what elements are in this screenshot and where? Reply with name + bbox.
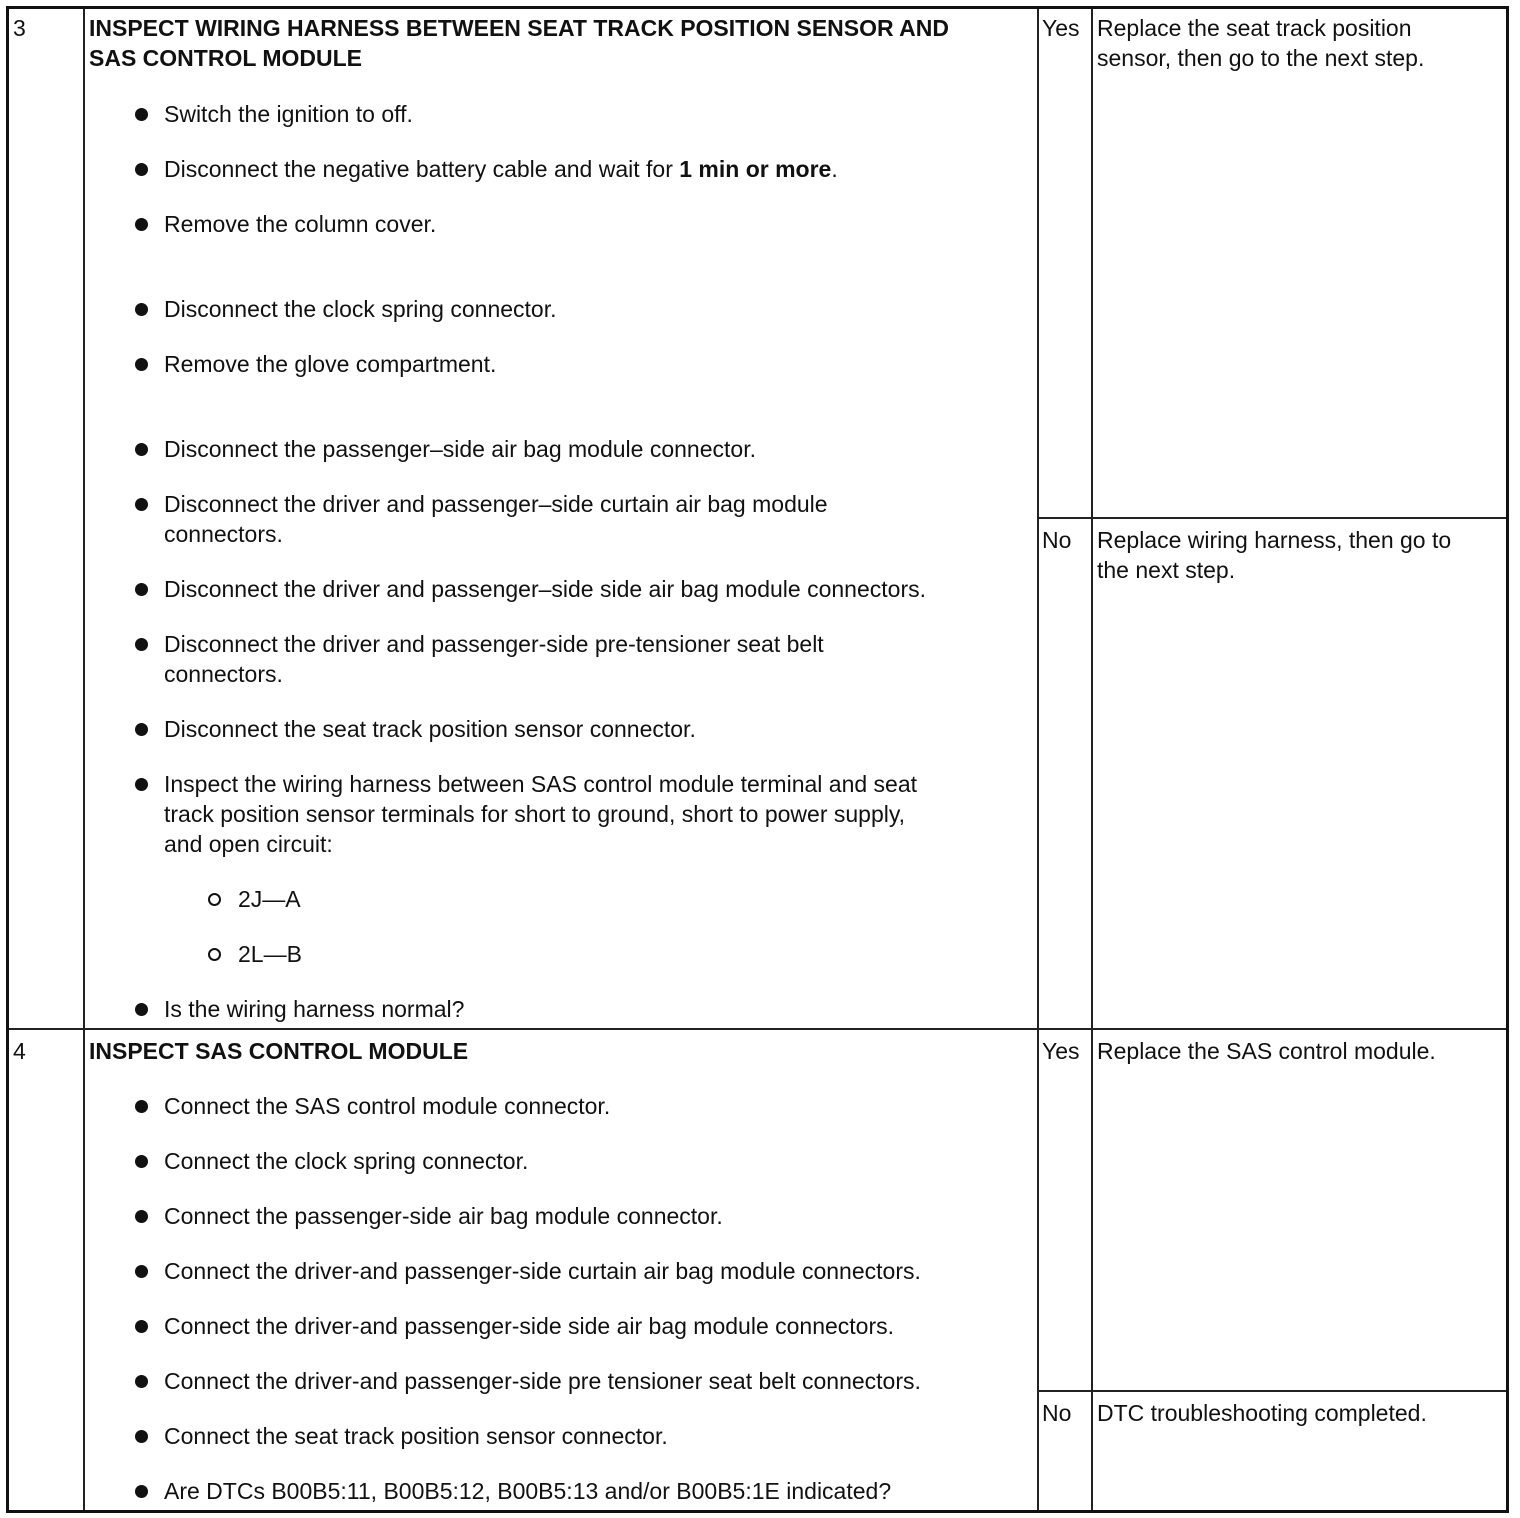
bullet-icon [135, 1485, 148, 1498]
result-yes: Yes [1042, 15, 1080, 41]
instruction: Inspect the wiring harness between SAS control module terminal and seat [164, 771, 918, 797]
step-title: INSPECT WIRING HARNESS BETWEEN SEAT TRACK POSITION SENSOR AND [89, 15, 949, 41]
instruction-period: . [831, 156, 838, 182]
action-yes-continued: sensor, then go to the next step. [1097, 45, 1425, 71]
bullet-icon [135, 1430, 148, 1443]
instruction: Is the wiring harness normal? [164, 996, 465, 1022]
instruction: Connect the driver-and passenger-side pre tensioner seat belt connectors. [164, 1368, 921, 1394]
instruction-continued: connectors. [164, 521, 283, 547]
instruction-text: Disconnect the negative battery cable and wait for [164, 156, 680, 182]
result-no: No [1042, 527, 1072, 553]
bullet-icon [135, 1155, 148, 1168]
action-no-continued: the next step. [1097, 557, 1236, 583]
bullet-icon [135, 1100, 148, 1113]
instruction: Disconnect the clock spring connector. [164, 296, 557, 322]
column-divider-result [1091, 9, 1093, 1510]
bullet-icon [135, 218, 148, 231]
bullet-icon [135, 163, 148, 176]
bullet-icon [135, 1265, 148, 1278]
instruction-emphasis: 1 min or more [679, 156, 832, 182]
bullet-icon [135, 778, 148, 791]
bullet-icon [135, 1210, 148, 1223]
column-divider-inspection [1037, 9, 1039, 1510]
result-yes: Yes [1042, 1038, 1080, 1064]
step-number: 4 [13, 1038, 26, 1064]
instruction: Disconnect the driver and passenger–side curtain air bag module [164, 491, 828, 517]
column-divider-step [83, 9, 85, 1510]
bullet-icon [135, 443, 148, 456]
instruction: Are DTCs B00B5:11, B00B5:12, B00B5:13 and/or B00B5:1E indicated? [164, 1478, 892, 1504]
instruction [164, 154, 838, 184]
instruction: Connect the driver-and passenger-side side air bag module connectors. [164, 1313, 895, 1339]
terminal-pair: 2L—B [238, 941, 302, 967]
instruction-continued: and open circuit: [164, 831, 333, 857]
instruction-continued: connectors. [164, 661, 283, 687]
instruction-continued: track position sensor terminals for short to ground, short to power supply, [164, 801, 906, 827]
row-divider-step3-no [1037, 517, 1506, 519]
troubleshooting-table [6, 6, 1509, 1513]
instruction: Remove the glove compartment. [164, 351, 497, 377]
instruction: Remove the column cover. [164, 211, 437, 237]
instruction: Connect the SAS control module connector. [164, 1093, 611, 1119]
bullet-icon [135, 358, 148, 371]
instruction: Connect the driver-and passenger-side curtain air bag module connectors. [164, 1258, 921, 1284]
instruction: Connect the passenger-side air bag module connector. [164, 1203, 723, 1229]
action-no: DTC troubleshooting completed. [1097, 1400, 1427, 1426]
instruction: Disconnect the driver and passenger-side pre-tensioner seat belt [164, 631, 824, 657]
action-no: Replace wiring harness, then go to [1097, 527, 1452, 553]
instruction: Connect the seat track position sensor connector. [164, 1423, 668, 1449]
bullet-icon [135, 1320, 148, 1333]
bullet-icon [135, 723, 148, 736]
row-divider-step4-no [1037, 1390, 1506, 1392]
bullet-icon [135, 1003, 148, 1016]
bullet-icon [135, 498, 148, 511]
bullet-icon [135, 108, 148, 121]
result-no: No [1042, 1400, 1072, 1426]
instruction: Switch the ignition to off. [164, 101, 413, 127]
instruction: Connect the clock spring connector. [164, 1148, 529, 1174]
bullet-icon [135, 638, 148, 651]
action-yes: Replace the SAS control module. [1097, 1038, 1436, 1064]
row-divider-step-4 [9, 1028, 1506, 1030]
step-title: SAS CONTROL MODULE [89, 45, 363, 71]
sub-bullet-icon [208, 893, 221, 906]
step-number: 3 [13, 15, 26, 41]
sub-bullet-icon [208, 948, 221, 961]
bullet-icon [135, 583, 148, 596]
instruction: Disconnect the driver and passenger–side side air bag module connectors. [164, 576, 926, 602]
bullet-icon [135, 303, 148, 316]
instruction: Disconnect the seat track position sensor connector. [164, 716, 696, 742]
terminal-pair: 2J—A [238, 886, 301, 912]
instruction: Disconnect the passenger–side air bag module connector. [164, 436, 756, 462]
step-title: INSPECT SAS CONTROL MODULE [89, 1038, 469, 1064]
bullet-icon [135, 1375, 148, 1388]
action-yes: Replace the seat track position [1097, 15, 1412, 41]
